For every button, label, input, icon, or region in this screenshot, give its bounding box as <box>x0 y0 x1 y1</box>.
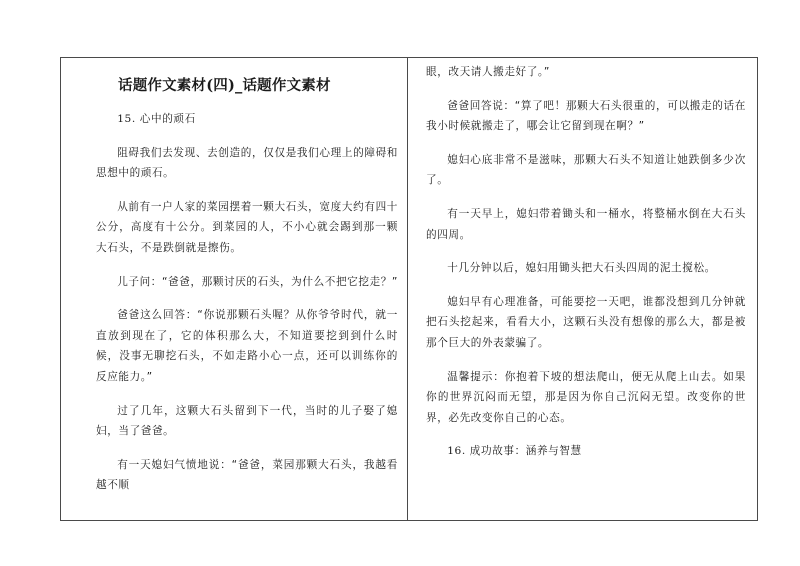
paragraph: 爸爸这么回答：“你说那颗石头喔？从你爷爷时代，就一直放到现在了，它的体积那么大，不知道要挖到到什么时候，没事无聊挖石头，不如走路小心一点，还可以训练你的反应能力。” <box>96 309 398 383</box>
paragraph: 媳妇早有心理准备，可能要挖一天吧，谁都没想到几分钟就把石头挖起来，看看大小，这颗石头没有想像的那么大，都是被那个巨大的外表蒙骗了。 <box>426 295 746 349</box>
paragraph: 十几分钟以后，媳妇用锄头把大石头四周的泥土搅松。 <box>447 262 716 275</box>
right-column <box>426 62 746 475</box>
paragraph: 温馨提示：你抱着下坡的想法爬山，便无从爬上山去。如果你的世界沉闷而无望，那是因为你自己沉闷无望。改变你的世界，必先改变你自己的心态。 <box>426 370 746 424</box>
paragraph: 爸爸回答说：“算了吧！那颗大石头很重的，可以搬走的话在我小时候就搬走了，哪会让它留到现在啊？” <box>426 99 746 133</box>
left-column <box>96 109 398 509</box>
section-heading: 15. 心中的顽石 <box>117 113 196 125</box>
document-title: 话题作文素材(四)_话题作文素材 <box>118 77 331 94</box>
paragraph: 有一天早上，媳妇带着锄头和一桶水，将整桶水倒在大石头的四周。 <box>426 207 746 241</box>
section-heading: 16. 成功故事：涵养与智慧 <box>447 445 582 458</box>
paragraph: 过了几年，这颗大石头留到下一代，当时的儿子娶了媳妇，当了爸爸。 <box>96 404 398 438</box>
paragraph: 有一天媳妇气愤地说：“爸爸，菜园那颗大石头，我越看越不顺 <box>96 458 398 492</box>
paragraph: 儿子问：“爸爸，那颗讨厌的石头，为什么不把它挖走？” <box>117 275 399 288</box>
paragraph: 从前有一户人家的菜园摆着一颗大石头，宽度大约有四十公分，高度有十公分。到菜园的人，不小心就会踢到那一颗大石头，不是跌倒就是擦伤。 <box>96 200 398 254</box>
paragraph: 阻碍我们去发现、去创造的，仅仅是我们心理上的障碍和思想中的顽石。 <box>96 146 398 180</box>
column-divider <box>407 57 408 521</box>
paragraph-continued: 眼，改天请人搬走好了。” <box>426 66 550 78</box>
paragraph: 媳妇心底非常不是滋味，那颗大石头不知道让她跌倒多少次了。 <box>426 153 746 187</box>
